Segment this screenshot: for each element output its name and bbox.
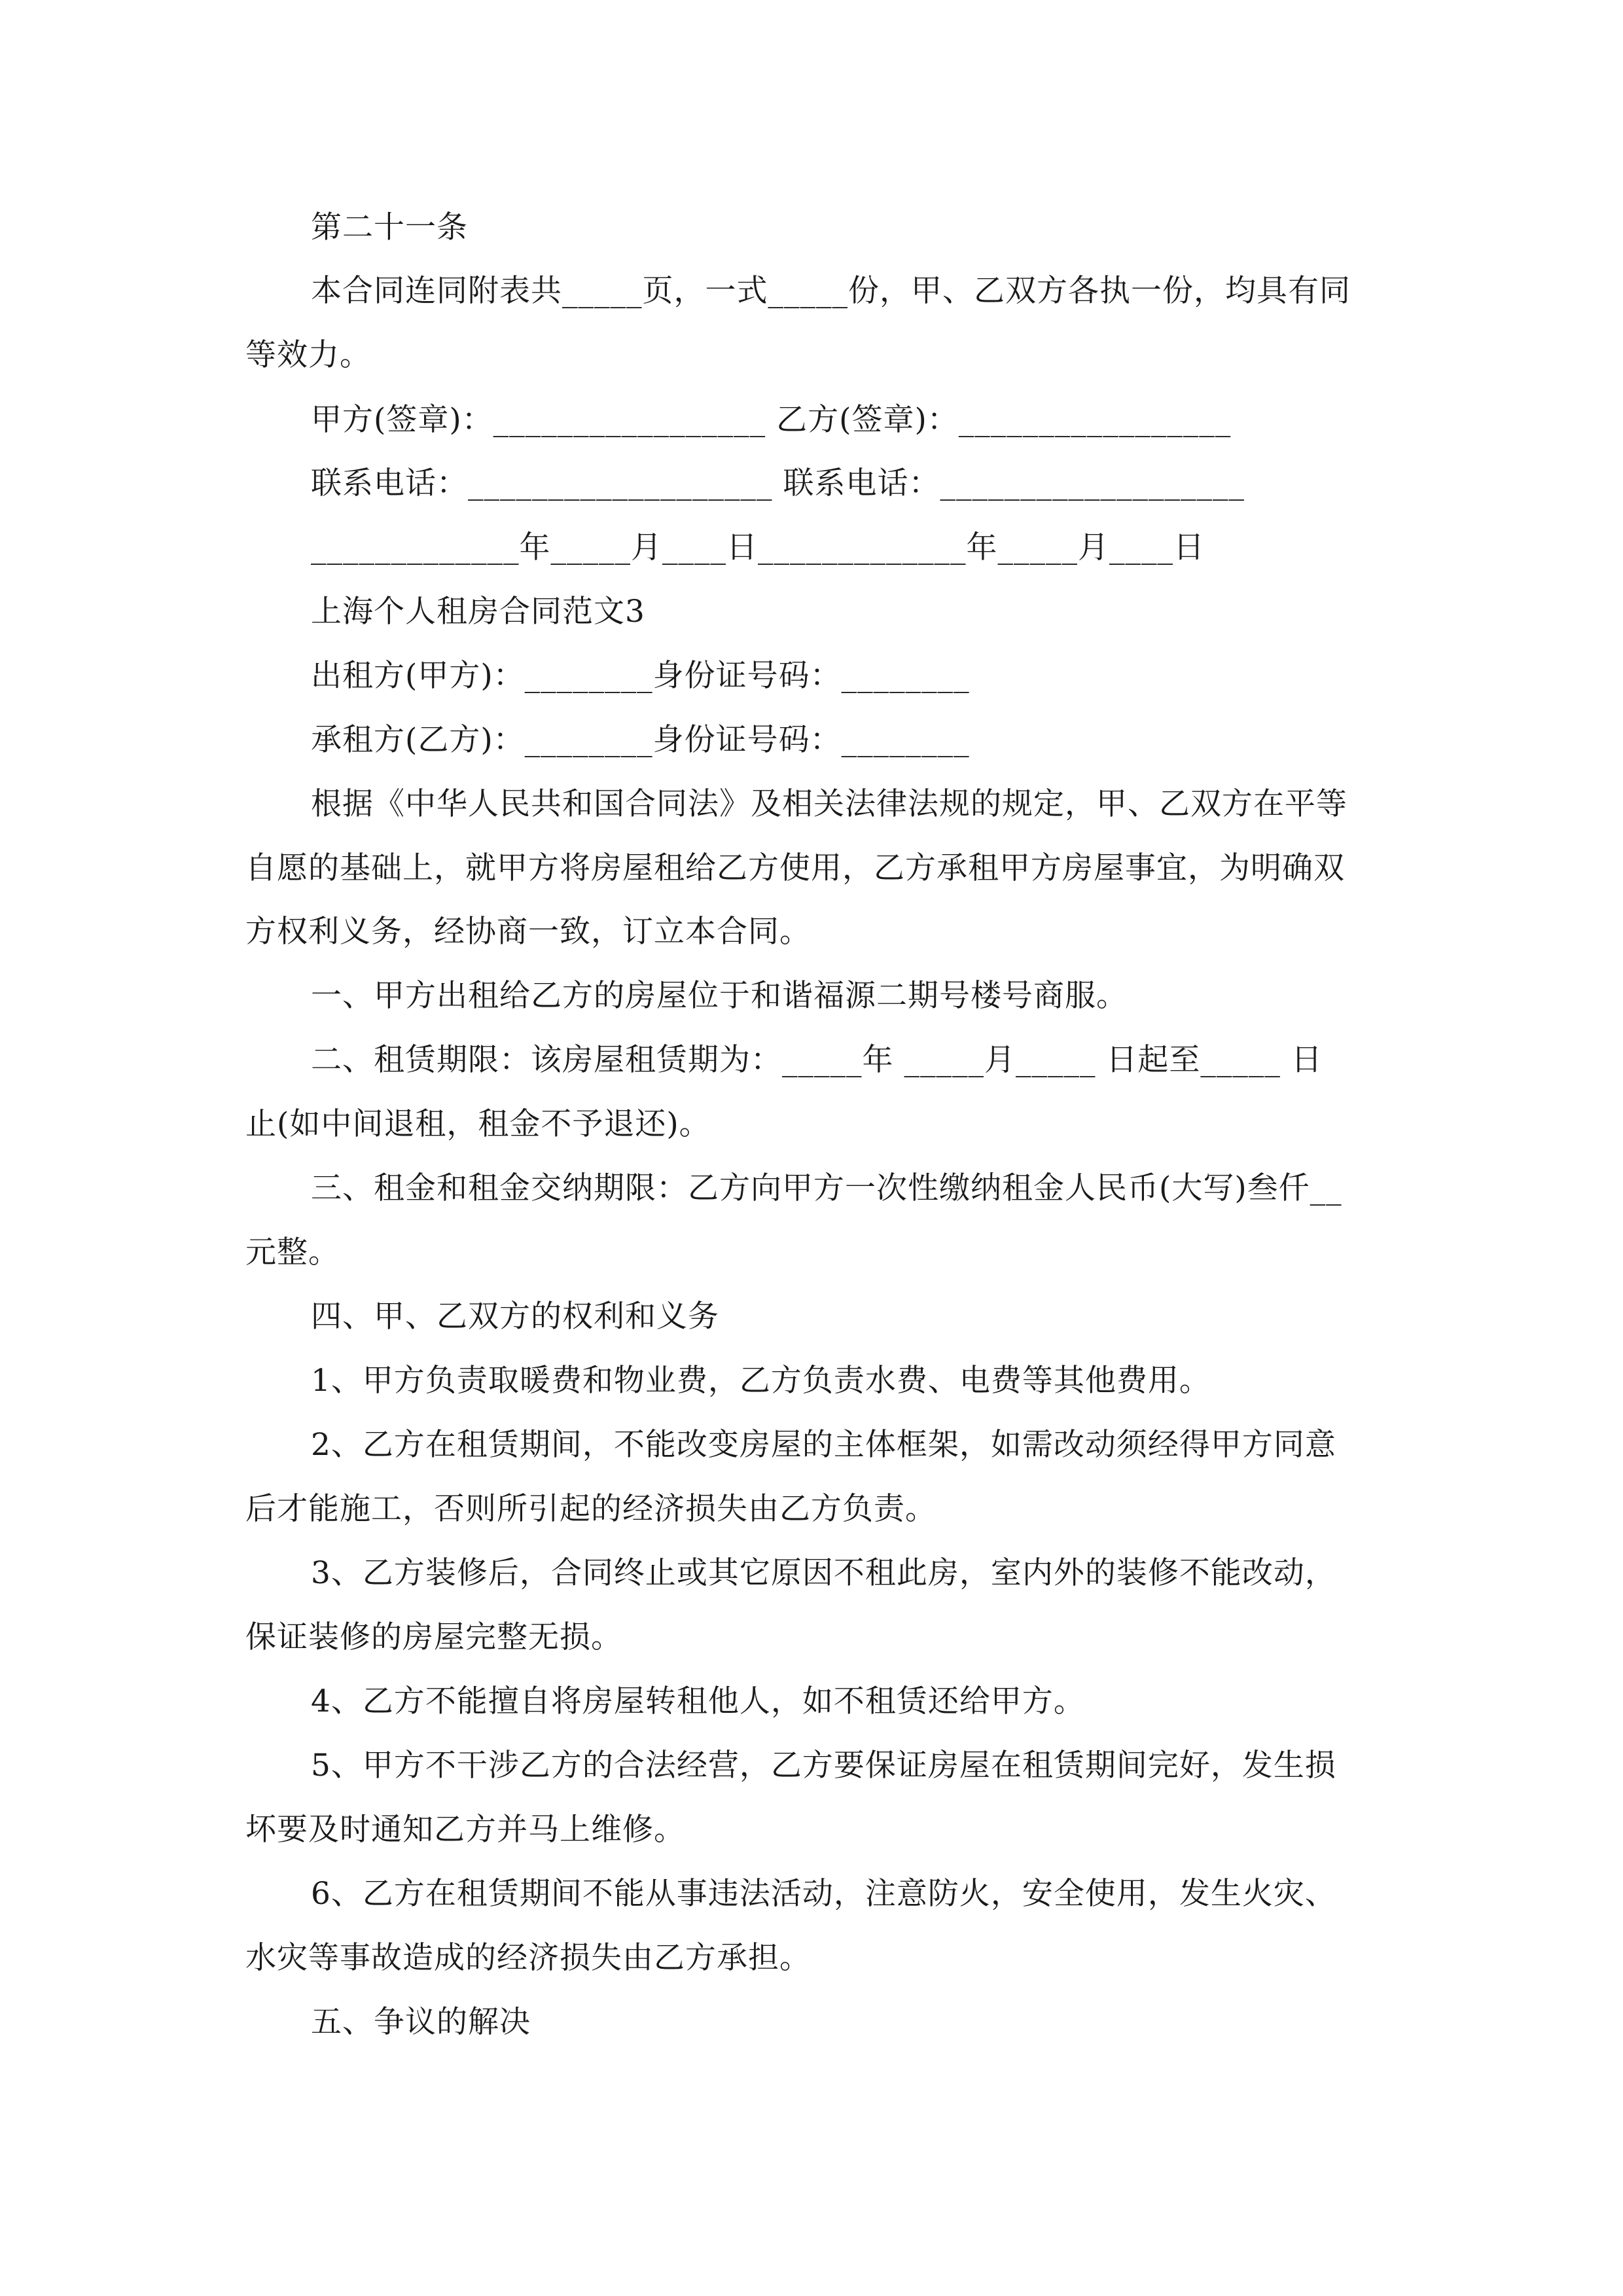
clause-5-heading: 五、争议的解决 [311, 2004, 531, 2040]
signature-line: 甲方(签章)：_________________ 乙方(签章)：_________________ [311, 402, 1232, 438]
date-line: _____________年_____月____日_____________年_____月____日 [311, 529, 1205, 565]
item-5-line-1: 5、甲方不干涉乙方的合法经营，乙方要保证房屋在租赁期间完好，发生损 [311, 1748, 1336, 1784]
clause-3-line-2: 元整。 [245, 1234, 340, 1270]
item-6-line-2: 水灾等事故造成的经济损失由乙方承担。 [245, 1940, 811, 1976]
item-3-line-1: 3、乙方装修后，合同终止或其它原因不租此房，室内外的装修不能改动， [311, 1555, 1336, 1591]
item-3-line-2: 保证装修的房屋完整无损。 [245, 1619, 622, 1655]
item-1: 1、甲方负责取暖费和物业费，乙方负责水费、电费等其他费用。 [311, 1363, 1211, 1399]
preamble-line-1: 根据《中华人民共和国合同法》及相关法律法规的规定，甲、乙双方在平等 [311, 786, 1347, 822]
lessee-line: 承租方(乙方)：________身份证号码：________ [311, 722, 970, 758]
item-4: 4、乙方不能擅自将房屋转租他人，如不租赁还给甲方。 [311, 1683, 1085, 1719]
lessor-line: 出租方(甲方)：________身份证号码：________ [311, 658, 970, 694]
paragraph-copies-line-2: 等效力。 [245, 337, 371, 373]
clause-2-line-1: 二、租赁期限：该房屋租赁期为：_____年 _____月_____ 日起至_____ 日 [311, 1042, 1323, 1078]
article-21-heading: 第二十一条 [311, 209, 468, 245]
item-2-line-2: 后才能施工，否则所引起的经济损失由乙方负责。 [245, 1491, 936, 1527]
preamble-line-2: 自愿的基础上，就甲方将房屋租给乙方使用，乙方承租甲方房屋事宜，为明确双 [245, 850, 1345, 886]
clause-2-line-2: 止(如中间退租，租金不予退还)。 [245, 1106, 711, 1142]
clause-1: 一、甲方出租给乙方的房屋位于和谐福源二期号楼号商服。 [311, 978, 1128, 1014]
item-5-line-2: 坏要及时通知乙方并马上维修。 [245, 1812, 685, 1848]
clause-4-heading: 四、甲、乙双方的权利和义务 [311, 1299, 719, 1335]
contract-title: 上海个人租房合同范文3 [311, 594, 645, 630]
preamble-line-3: 方权利义务，经协商一致，订立本合同。 [245, 914, 811, 950]
item-6-line-1: 6、乙方在租赁期间不能从事违法活动，注意防火，安全使用，发生火灾、 [311, 1876, 1336, 1912]
phone-line: 联系电话：___________________ 联系电话：___________________ [311, 465, 1245, 501]
paragraph-copies-line-1: 本合同连同附表共_____页，一式_____份，甲、乙双方各执一份，均具有同 [311, 273, 1351, 309]
clause-3-line-1: 三、租金和租金交纳期限：乙方向甲方一次性缴纳租金人民币(大写)叁仟__ [311, 1170, 1342, 1206]
item-2-line-1: 2、乙方在租赁期间，不能改变房屋的主体框架，如需改动须经得甲方同意 [311, 1427, 1336, 1463]
